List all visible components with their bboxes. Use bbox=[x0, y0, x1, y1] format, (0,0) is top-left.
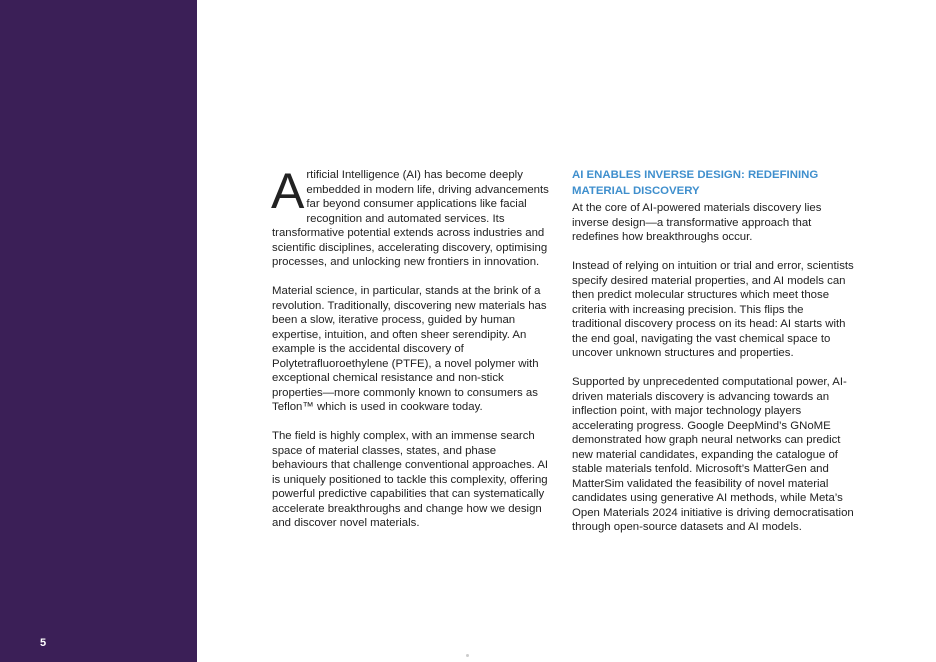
sidebar-band bbox=[0, 0, 197, 662]
section-heading: AI ENABLES INVERSE DESIGN: REDEFINING MATERIAL DISCOVERY bbox=[572, 169, 819, 197]
body-paragraph: At the core of AI-powered materials discovery lies inverse design—a transformative approach that redefines how breakthroughs occur. bbox=[572, 202, 822, 243]
left-column bbox=[271, 163, 554, 545]
page-number: 5 bbox=[40, 637, 47, 649]
intro-text: rtificial Intelligence (AI) has become deeply embedded in modern life, driving advancements far beyond consumer applications like facial recognition and automated services. Its transformative potential extends across industries and scientific disciplines, accelerating discovery, optimising processes, and unlocking new frontiers in innovation. bbox=[272, 169, 549, 268]
body-paragraph: Material science, in particular, stands at the brink of a revolution. Traditionally, discovering new materials has been a slow, iterative process, guided by human expertise, intuition, and often sheer serendipity. An example is the accidental discovery of Polytetrafluoroethylene (PTFE), a novel polymer with exceptional chemical resistance and non-stick properties—more commonly known to consumers as Teflon™ which is used in cookware today. bbox=[272, 285, 547, 413]
intro-paragraph bbox=[271, 163, 554, 270]
right-column bbox=[572, 168, 854, 549]
body-paragraph: Supported by unprecedented computational power, AI-driven materials discovery is advancing towards an inflection point, with major technology players accelerating progress. Google DeepMind’s GNoME demonstrated how graph neural networks can predict new material candidates, expanding the catalogue of stable materials tenfold. Microsoft’s MatterGen and MatterSim validated the feasibility of novel material candidates using generative AI methods, while Meta’s Open Materials 2024 initiative is driving democratisation through open-source datasets and AI models. bbox=[572, 376, 854, 533]
body-paragraph: Instead of relying on intuition or trial and error, scientists specify desired material properties, and AI models can then predict molecular structures which meet those criteria with increasing precision. This flips the traditional discovery process on its head: AI starts with the end goal, navigating the vast chemical space to uncover unknown structures and properties. bbox=[572, 260, 854, 359]
drop-cap: A bbox=[271, 163, 305, 219]
page-dot-marker bbox=[466, 654, 469, 657]
body-paragraph: The field is highly complex, with an immense search space of material classes, states, and phase behaviours that challenge conventional approaches. AI is uniquely positioned to tackle this complexity, offering powerful predictive capabilities that can systematically accelerate breakthroughs and change how we design and discover novel materials. bbox=[272, 430, 549, 529]
